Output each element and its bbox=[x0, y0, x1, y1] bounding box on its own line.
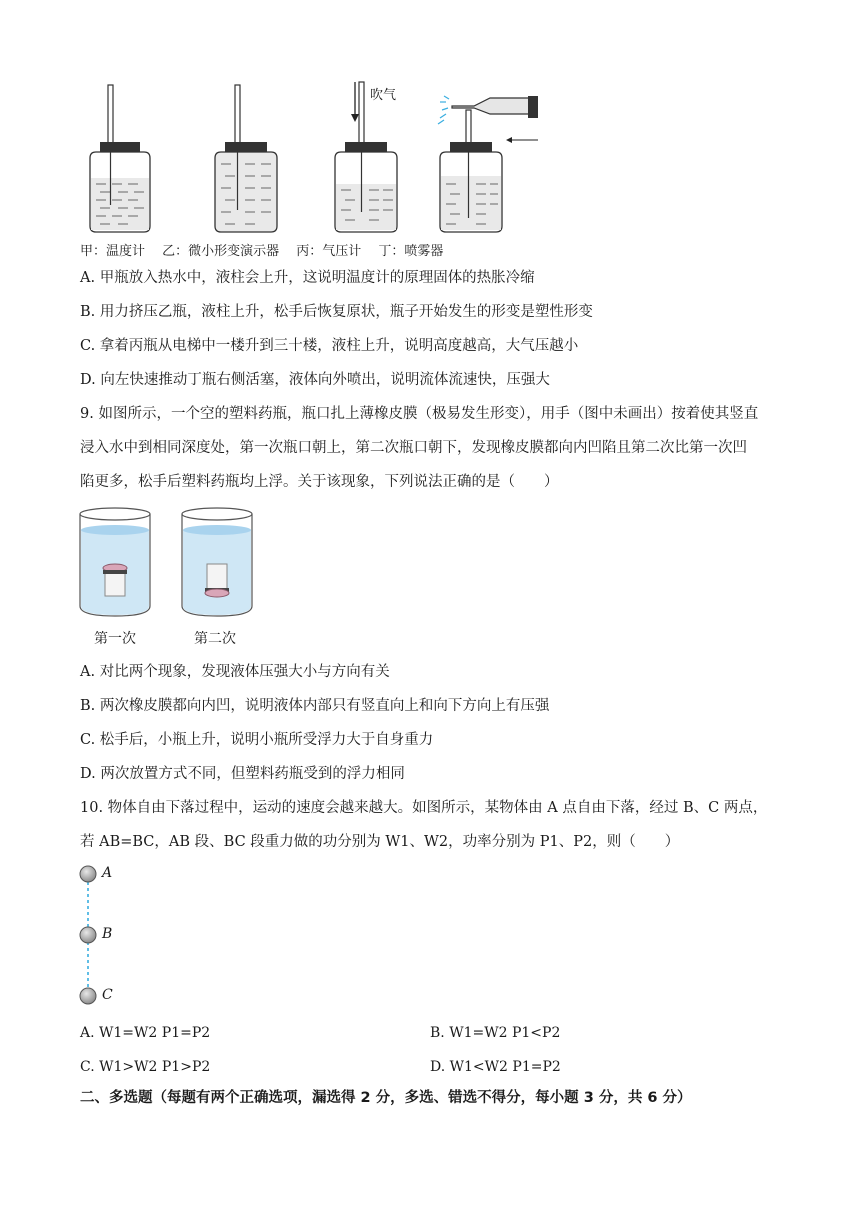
q10-option-b: B. W1=W2 P1<P2 bbox=[430, 1025, 561, 1041]
q8-figure-caption: 甲：温度计 乙：微小形变演示器 丙：气压计 丁：喷雾器 bbox=[80, 244, 444, 259]
q9-stem-line-3: 陷更多，松手后塑料药瓶均上浮。关于该现象，下列说法正确的是（ ） bbox=[80, 474, 559, 490]
q10-option-c: C. W1>W2 P1>P2 bbox=[80, 1059, 211, 1075]
section-2-heading: 二、多选题（每题有两个正确选项，漏选得 2 分，多选、错选不得分，每小题 3 分，共 6 分） bbox=[80, 1090, 692, 1106]
point-c-label: C bbox=[102, 987, 113, 1003]
bottle-yi bbox=[215, 85, 277, 232]
point-a-ball bbox=[80, 866, 96, 882]
blow-label: 吹气 bbox=[370, 88, 397, 103]
q9-option-d: D. 两次放置方式不同，但塑料药瓶受到的浮力相同 bbox=[80, 766, 405, 782]
bottle-jia bbox=[90, 85, 150, 232]
point-c-ball bbox=[80, 988, 96, 1004]
q8-option-c: C. 拿着丙瓶从电梯中一楼升到三十楼，液柱上升，说明高度越高，大气压越小 bbox=[80, 338, 579, 354]
point-a-label: A bbox=[102, 865, 113, 881]
q8-option-a: A. 甲瓶放入热水中，液柱会上升，这说明温度计的原理固体的热胀冷缩 bbox=[80, 270, 535, 286]
q8-option-d: D. 向左快速推动丁瓶右侧活塞，液体向外喷出，说明流体流速快，压强大 bbox=[80, 372, 550, 388]
q9-stem-line-1: 9. 如图所示，一个空的塑料药瓶，瓶口扎上薄橡皮膜（极易发生形变），用手（图中未画出）按着使其竖直 bbox=[80, 406, 759, 422]
q9-option-a: A. 对比两个现象，发现液体压强大小与方向有关 bbox=[80, 664, 390, 680]
q10-option-a: A. W1=W2 P1=P2 bbox=[80, 1025, 211, 1041]
q9-fig-label-second: 第二次 bbox=[194, 631, 236, 647]
beaker-second bbox=[182, 508, 252, 616]
bottle-bing bbox=[335, 82, 397, 232]
q9-fig-label-first: 第一次 bbox=[94, 631, 136, 647]
q8-figure bbox=[80, 80, 560, 240]
q10-option-d: D. W1<W2 P1=P2 bbox=[430, 1059, 561, 1075]
q9-figure bbox=[78, 504, 268, 624]
q9-stem-line-2: 浸入水中到相同深度处，第一次瓶口朝上，第二次瓶口朝下，发现橡皮膜都向内凹陷且第二次比第一次凹 bbox=[80, 440, 747, 456]
point-b-ball bbox=[80, 927, 96, 943]
q9-option-c: C. 松手后，小瓶上升，说明小瓶所受浮力大于自身重力 bbox=[80, 732, 434, 748]
bottle-ding bbox=[438, 96, 538, 232]
beaker-first bbox=[80, 508, 150, 616]
q9-option-b: B. 两次橡皮膜都向内凹，说明液体内部只有竖直向上和向下方向上有压强 bbox=[80, 698, 550, 714]
q8-option-b: B. 用力挤压乙瓶，液柱上升，松手后恢复原状，瓶子开始发生的形变是塑性形变 bbox=[80, 304, 593, 320]
q10-stem-line-2: 若 AB=BC，AB 段、BC 段重力做的功分别为 W1、W2，功率分别为 P1、P2，则（ ） bbox=[80, 834, 680, 850]
q10-figure bbox=[76, 862, 100, 1008]
point-b-label: B bbox=[102, 926, 113, 942]
q10-stem-line-1: 10. 物体自由下落过程中，运动的速度会越来越大。如图所示，某物体由 A 点自由下落，经过 B、C 两点， bbox=[80, 800, 768, 816]
